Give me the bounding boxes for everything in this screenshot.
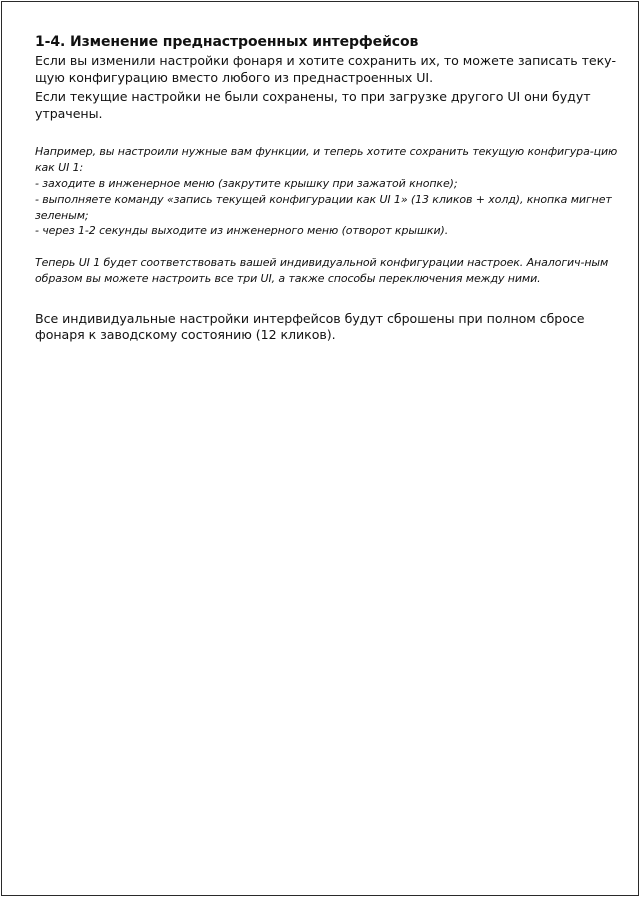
example-step-1: - заходите в инженерное меню (закрутите крышку при зажатой кнопке);	[35, 176, 458, 190]
document-page	[1, 1, 639, 896]
reset-note: Все индивидуальные настройки интерфейсов будут сброшены при полном сбросе фонаря к заводскому состоянию (12 кликов).	[35, 310, 585, 343]
example-step-2: - выполняете команду «запись текущей конфигурации как UI 1» (13 кликов + холд), кнопка мигнет зеленым;	[35, 192, 612, 222]
example-lead: Например, вы настроили нужные вам функции, и теперь хотите сохранить текущую конфигура-цию как UI 1:	[35, 145, 618, 175]
page-content	[35, 32, 620, 347]
section-heading: 1-4. Изменение преднастроенных интерфейсов	[35, 34, 419, 50]
intro-paragraph-save: Если вы изменили настройки фонаря и хотите сохранить их, то можете записать теку-щую конфигурацию вместо любого из преднастроенных UI.	[35, 53, 617, 85]
example-step-3: - через 1-2 секунды выходите из инженерного меню (отворот крышки).	[35, 224, 449, 238]
result-paragraph: Теперь UI 1 будет соответствовать вашей индивидуальной конфигурации настроек. Аналогич-ным образом вы можете настроить все три UI, а также способы переключения между ними.	[35, 256, 609, 285]
intro-paragraph-loss: Если текущие настройки не были сохранены, то при загрузке другого UI они будут утрачены.	[35, 89, 591, 121]
example-block	[35, 144, 620, 239]
